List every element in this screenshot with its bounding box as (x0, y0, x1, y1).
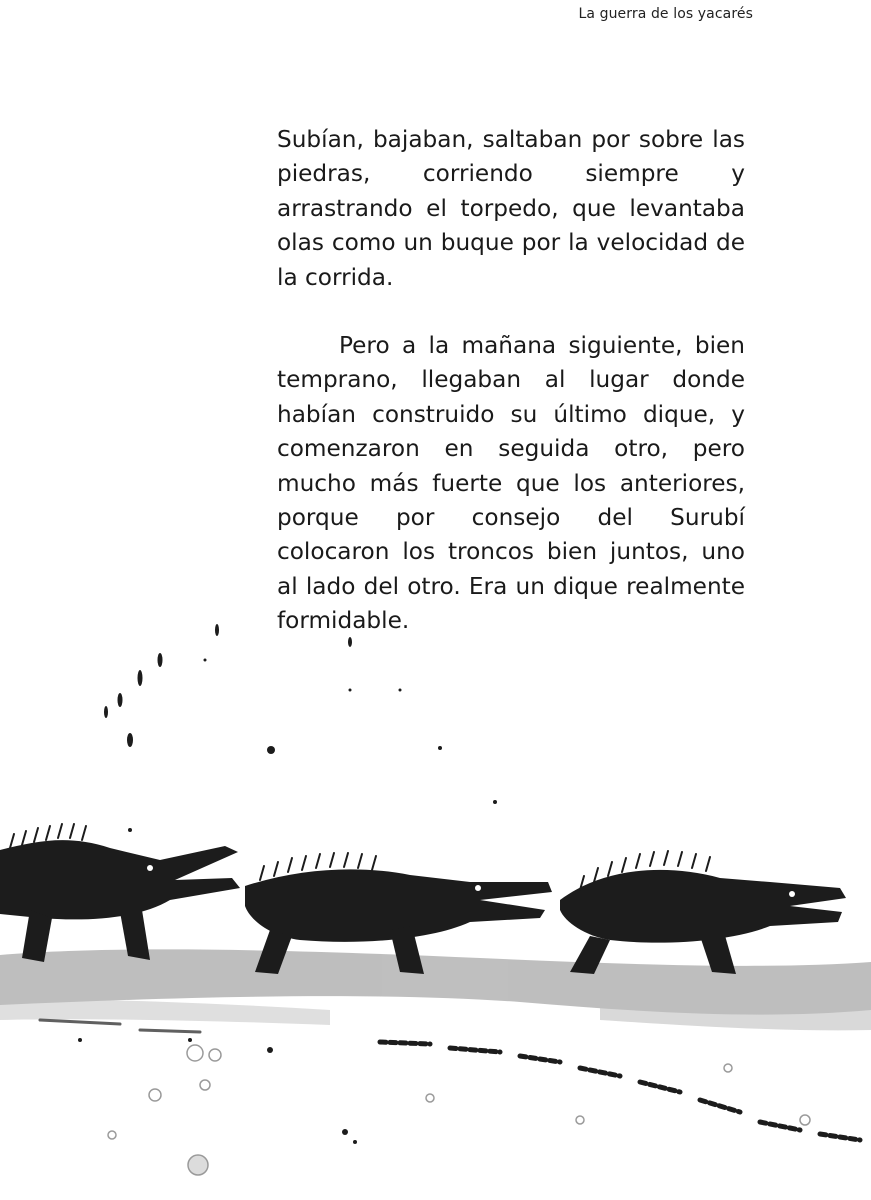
crocodile-3 (560, 870, 846, 974)
grey-circles (108, 1045, 810, 1175)
body-text (277, 123, 745, 639)
crocodiles-illustration (0, 600, 871, 1200)
paragraph-2: Pero a la mañana siguiente, bien temprano, llegaban al lugar donde habían construido su último dique, y comenzaron en seguida otro, pero mucho más fuerte que los anteriores, porque por consejo del Surubí colocaron los troncos bien juntos, uno al lado del otro. Era un dique realmente formidable. (277, 332, 745, 635)
ink-drops-bottom (78, 1038, 357, 1144)
ground-strokes (40, 1020, 860, 1140)
running-header: La guerra de los yacarés (578, 6, 753, 22)
ink-wash (0, 949, 871, 1030)
paragraph-1: Subían, bajaban, saltaban por sobre las piedras, corriendo siempre y arrastrando el torpedo, que levantaba olas como un buque por la velocidad de la corrida. (277, 126, 745, 291)
crocodile-1 (0, 840, 240, 962)
ink-splatter (104, 624, 497, 832)
